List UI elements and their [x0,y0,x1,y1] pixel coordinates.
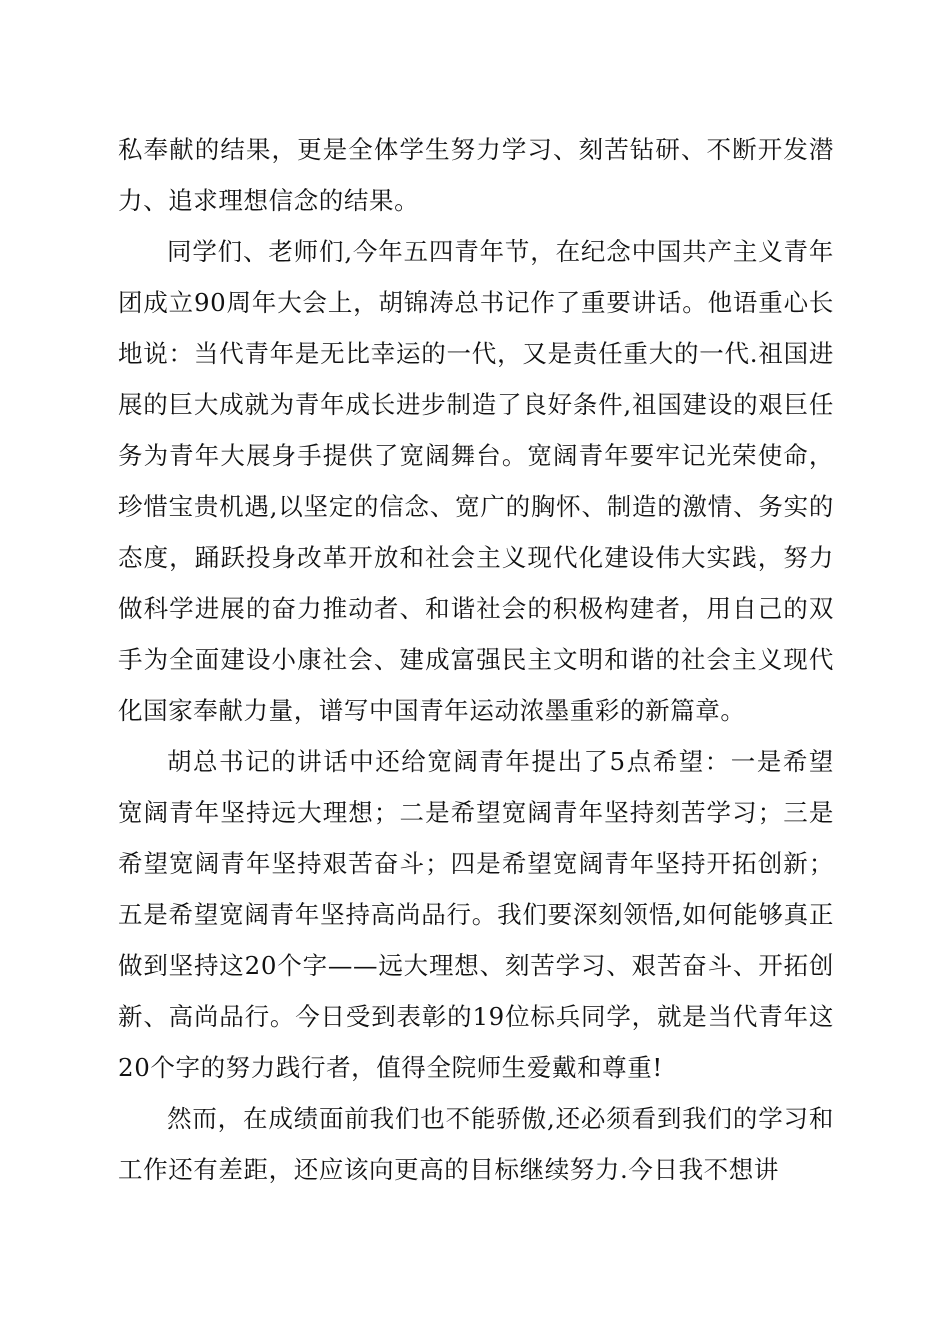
paragraph-continuation: 私奉献的结果，更是全体学生努力学习、刻苦钻研、不断开发潜力、追求理想信念的结果。 [118,135,834,215]
paragraph-hu-speech: 同学们、老师们,今年五四青年节，在纪念中国共产主义青年团成立90周年大会上，胡锦涛总书记作了重要讲话。他语重心长地说：当代青年是无比幸运的一代，又是责任重大的一代.祖国进展的巨大成就为青年成长进步制造了良好条件,祖国建设的艰巨任务为青年大展身手提供了宽阔舞台。宽阔青年要牢记光荣使命，珍惜宝贵机遇,以坚定的信念、宽广的胸怀、制造的激情、务实的态度，踊跃投身改革开放和社会主义现代化建设伟大实践，努力做科学进展的奋力推动者、和谐社会的积极构建者，用自己的双手为全面建设小康社会、建成富强民主文明和谐的社会主义现代化国家奉献力量，谱写中国青年运动浓墨重彩的新篇章。 [118,237,834,725]
document-body [118,124,834,1195]
paragraph-however: 然而，在成绩面前我们也不能骄傲,还必须看到我们的学习和工作还有差距，还应该向更高的目标继续努力.今日我不想讲 [118,1104,834,1184]
paragraph-five-hopes: 胡总书记的讲话中还给宽阔青年提出了5点希望：一是希望宽阔青年坚持远大理想；二是希望宽阔青年坚持刻苦学习；三是希望宽阔青年坚持艰苦奋斗；四是希望宽阔青年坚持开拓创新；五是希望宽阔青年坚持高尚品行。我们要深刻领悟,如何能够真正做到坚持这20个字——远大理想、刻苦学习、艰苦奋斗、开拓创新、高尚品行。今日受到表彰的19位标兵同学，就是当代青年这20个字的努力践行者，值得全院师生爱戴和尊重! [118,747,834,1082]
